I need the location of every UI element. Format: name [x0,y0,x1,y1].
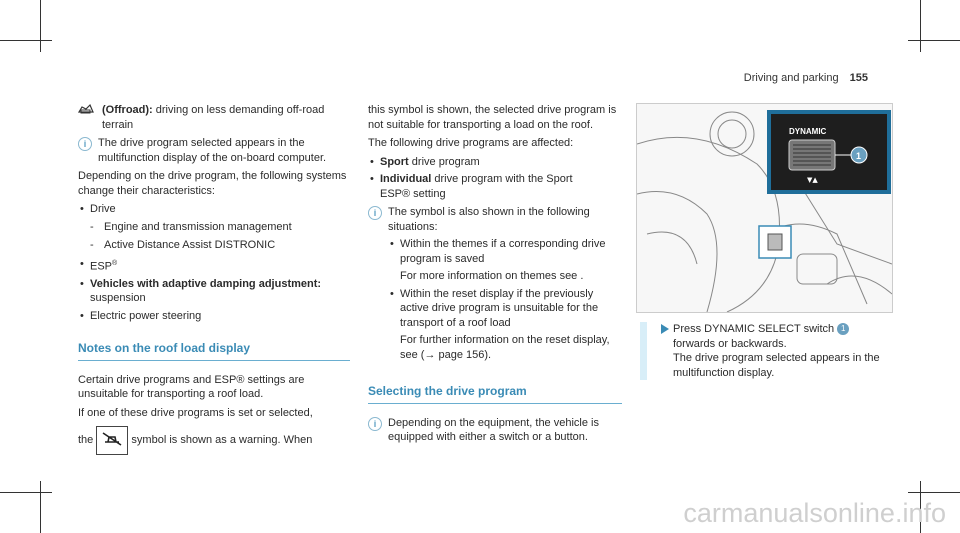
text: the [78,434,94,447]
dynamic-select-figure [636,103,893,313]
crop-mark [908,40,960,41]
roof-load-warning-icon [96,426,128,455]
section-title: Selecting the drive program [368,384,622,404]
list-subtext: For more information on themes see . [400,270,584,282]
offroad-icon [78,103,94,120]
item-text: drive program with the Sport [434,173,573,185]
switch-label: DYNAMIC [789,127,827,136]
list-item [368,172,622,201]
console-illustration [637,104,892,312]
crop-mark [908,492,960,493]
callout-number: 1 [856,151,862,161]
watermark: carmanualsonline.info [683,498,946,528]
arrows-glyph: ▼▲ [807,176,818,184]
item-bold: Vehicles with adaptive damping adjustment: [90,277,322,290]
item-text: drive program [411,155,480,168]
item-bold: Sport [380,155,409,168]
note-text: The symbol is also shown in the following situations: [388,206,590,233]
note-text: The drive program selected appears in the multifunction display of the on-board computer. [98,137,327,164]
list-item: • Drive [78,202,350,217]
list-item: • Within the reset display if the previously active drive program is unsuitable for the transport of a roof load [388,287,622,331]
list-item [368,155,622,170]
list-subtext: For further information on the reset display, see (→ page 156). [400,334,610,361]
step-arrow-icon [661,324,669,334]
offroad-label: (Offroad): [102,104,153,116]
step-result: The drive program selected appears in the multifunction display. [673,352,880,379]
page-header [744,72,868,84]
info-icon: i [368,206,382,220]
note-text: Depending on the equipment, the vehicle is equipped with either a switch or a button. [388,416,599,443]
sub-item: - Engine and transmission management [78,220,350,235]
column-4 [640,322,892,386]
text: symbol is shown as a warning. When [131,434,313,447]
sub-item: - Active Distance Assist DISTRONIC [78,238,350,253]
paragraph: Depending on the drive program, the following systems change their characteristics: [78,170,347,197]
paragraph: The following drive programs are affected: [368,137,574,149]
paragraph: If one of these drive programs is set or selected, [78,406,313,419]
item-text: suspension [90,292,146,305]
list-item: • Electric power steering [78,309,350,324]
instruction-step [640,322,892,380]
section-title: Notes on the roof load display [78,341,350,361]
offroad-text: driving on less demanding off-road terrain [102,104,325,131]
item-bold: Individual [380,173,432,185]
info-icon: i [368,417,382,431]
paragraph: Certain drive programs and ESP® settings are unsuitable for transporting a roof load. [78,373,305,401]
crop-mark [40,0,41,52]
crop-mark [920,0,921,52]
paragraph: this symbol is shown, the selected drive program is not suitable for transporting a load on the roof. [368,104,617,131]
column-1 [78,103,350,459]
list-item: • Within the themes if a corresponding drive program is saved [388,237,622,266]
info-icon: i [78,137,92,151]
esp-label: ESP [90,260,113,273]
crop-mark [40,481,41,533]
header-section: Driving and parking [743,72,839,84]
list-item: • ESP® [78,257,350,274]
column-2 [368,103,622,445]
list-item [78,277,350,306]
step-text: Press DYNAMIC SELECT switch [673,323,835,335]
item-text: ESP® setting [380,187,446,200]
crop-mark [0,40,52,41]
page-number: 155 [849,72,868,84]
paragraph [78,426,350,455]
step-text: forwards or backwards. [673,337,787,350]
callout-badge: 1 [837,323,849,335]
crop-mark [0,492,52,493]
